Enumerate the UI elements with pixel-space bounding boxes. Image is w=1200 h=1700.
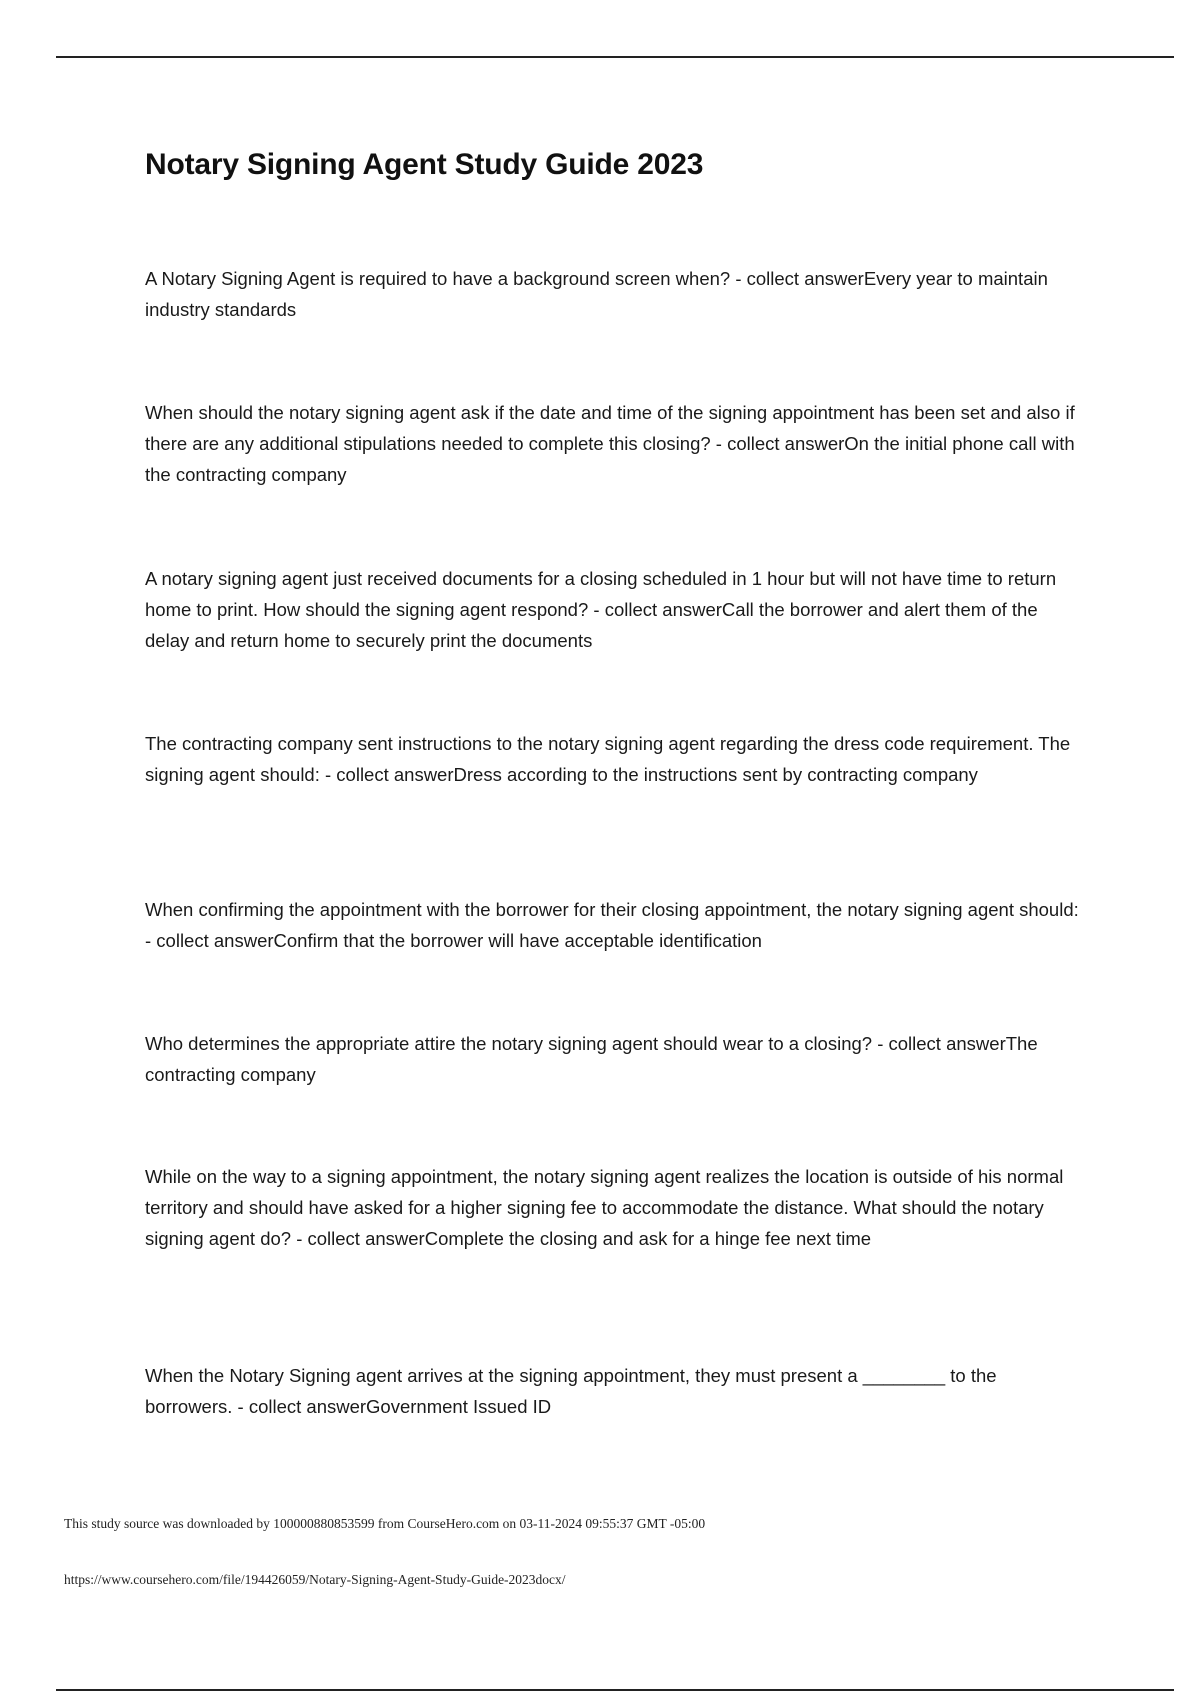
bottom-divider: [56, 1689, 1174, 1691]
qa-item-5: When confirming the appointment with the borrower for their closing appointment, the notary signing agent should: - collect answerConfirm that the borrower will have acceptable identification: [145, 899, 1079, 951]
qa-item-8: When the Notary Signing agent arrives at the signing appointment, they must present a ________ to the borrowers. - collect answerGovernment Issued ID: [145, 1365, 997, 1417]
qa-item-2: When should the notary signing agent ask if the date and time of the signing appointment has been set and also if there are any additional stipulations needed to complete this closing? - collect answerOn the initial phone call with the contracting company: [145, 402, 1075, 485]
qa-item-1: A Notary Signing Agent is required to have a background screen when? - collect answerEvery year to maintain industry standards: [145, 268, 1048, 320]
page-title: Notary Signing Agent Study Guide 2023: [145, 148, 704, 181]
qa-item-4: The contracting company sent instructions to the notary signing agent regarding the dress code requirement. The signing agent should: - collect answerDress according to the instructions sent by contracting company: [145, 733, 1071, 785]
top-divider: [56, 56, 1174, 58]
qa-item-7: While on the way to a signing appointment, the notary signing agent realizes the location is outside of his normal territory and should have asked for a higher signing fee to accommodate the distance. What should the notary signing agent do? - collect answerComplete the closing and ask for a hinge fee next time: [145, 1166, 1064, 1249]
source-url: https://www.coursehero.com/file/194426059/Notary-Signing-Agent-Study-Guide-2023docx/: [64, 1572, 566, 1587]
qa-item-3: A notary signing agent just received documents for a closing scheduled in 1 hour but will not have time to return home to print. How should the signing agent respond? - collect answerCall the borrower and alert them of the delay and return home to securely print the documents: [145, 568, 1057, 651]
download-source-note: This study source was downloaded by 100000880853599 from CourseHero.com on 03-11-2024 09:55:37 GMT -05:00: [64, 1516, 706, 1531]
qa-item-6: Who determines the appropriate attire the notary signing agent should wear to a closing? - collect answerThe contracting company: [145, 1033, 1038, 1085]
